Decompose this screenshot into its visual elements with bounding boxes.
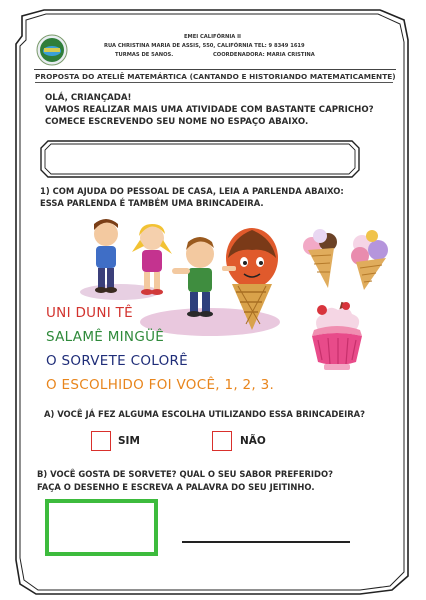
class-info: TURMAS DE 5ANOS. xyxy=(115,52,174,58)
proposta-title: PROPOSTA DO ATELIÊ MATEMÁRTICA (CANTANDO E HISTORIANDO MATEMATICAMENTE) xyxy=(35,72,396,81)
question-1-line-2: ESSA PARLENDA É TAMBÉM UMA BRINCADEIRA. xyxy=(40,198,264,208)
drawing-box[interactable] xyxy=(45,499,158,556)
intro-line-3: COMECE ESCREVENDO SEU NOME NO ESPAÇO ABAIXO. xyxy=(45,117,309,127)
icecream-cones-illustration xyxy=(300,228,396,290)
school-address: RUA CHRISTINA MARIA DE ASSIS, 550, CALIFÓRNIA TEL: 9 8349 1619 xyxy=(104,43,305,49)
greeting: OLÁ, CRIANÇADA! xyxy=(45,93,132,103)
poem-line-2: SALAMÊ MINGÜÊ xyxy=(46,329,165,345)
poem-line-1: UNI DUNI TÊ xyxy=(46,305,133,321)
no-label: NÃO xyxy=(240,435,266,447)
no-checkbox[interactable] xyxy=(212,431,232,451)
poem-line-3: O SORVETE COLORÊ xyxy=(46,353,189,369)
intro-line-2: VAMOS REALIZAR MAIS UMA ATIVIDADE COM BASTANTE CAPRICHO? xyxy=(45,105,374,115)
poem-line-4: O ESCOLHIDO FOI VOCÊ, 1, 2, 3. xyxy=(46,377,275,393)
name-field[interactable] xyxy=(50,148,350,170)
header-divider xyxy=(34,69,396,70)
proposta-underline xyxy=(35,82,393,83)
question-b-line-2: FAÇA O DESENHO E ESCREVA A PALAVRA DO SEU JEITINHO. xyxy=(37,482,315,492)
school-logo xyxy=(36,34,68,66)
school-name: EMEI CALIFÓRNIA II xyxy=(184,34,241,40)
yes-checkbox[interactable] xyxy=(91,431,111,451)
sundae-illustration xyxy=(304,300,370,376)
question-1-line-1: 1) COM AJUDA DO PESSOAL DE CASA, LEIA A PARLENDA ABAIXO: xyxy=(40,186,344,196)
question-b-line-1: B) VOCÊ GOSTA DE SORVETE? QUAL O SEU SABOR PREFERIDO? xyxy=(37,469,333,479)
question-a: A) VOCÊ JÁ FEZ ALGUMA ESCOLHA UTILIZANDO ESSA BRINCADEIRA? xyxy=(44,409,365,419)
yes-label: SIM xyxy=(118,435,140,447)
answer-writing-line[interactable] xyxy=(182,541,350,543)
coordinator-info: COORDENADORA: MARIA CRISTINA xyxy=(213,52,315,58)
